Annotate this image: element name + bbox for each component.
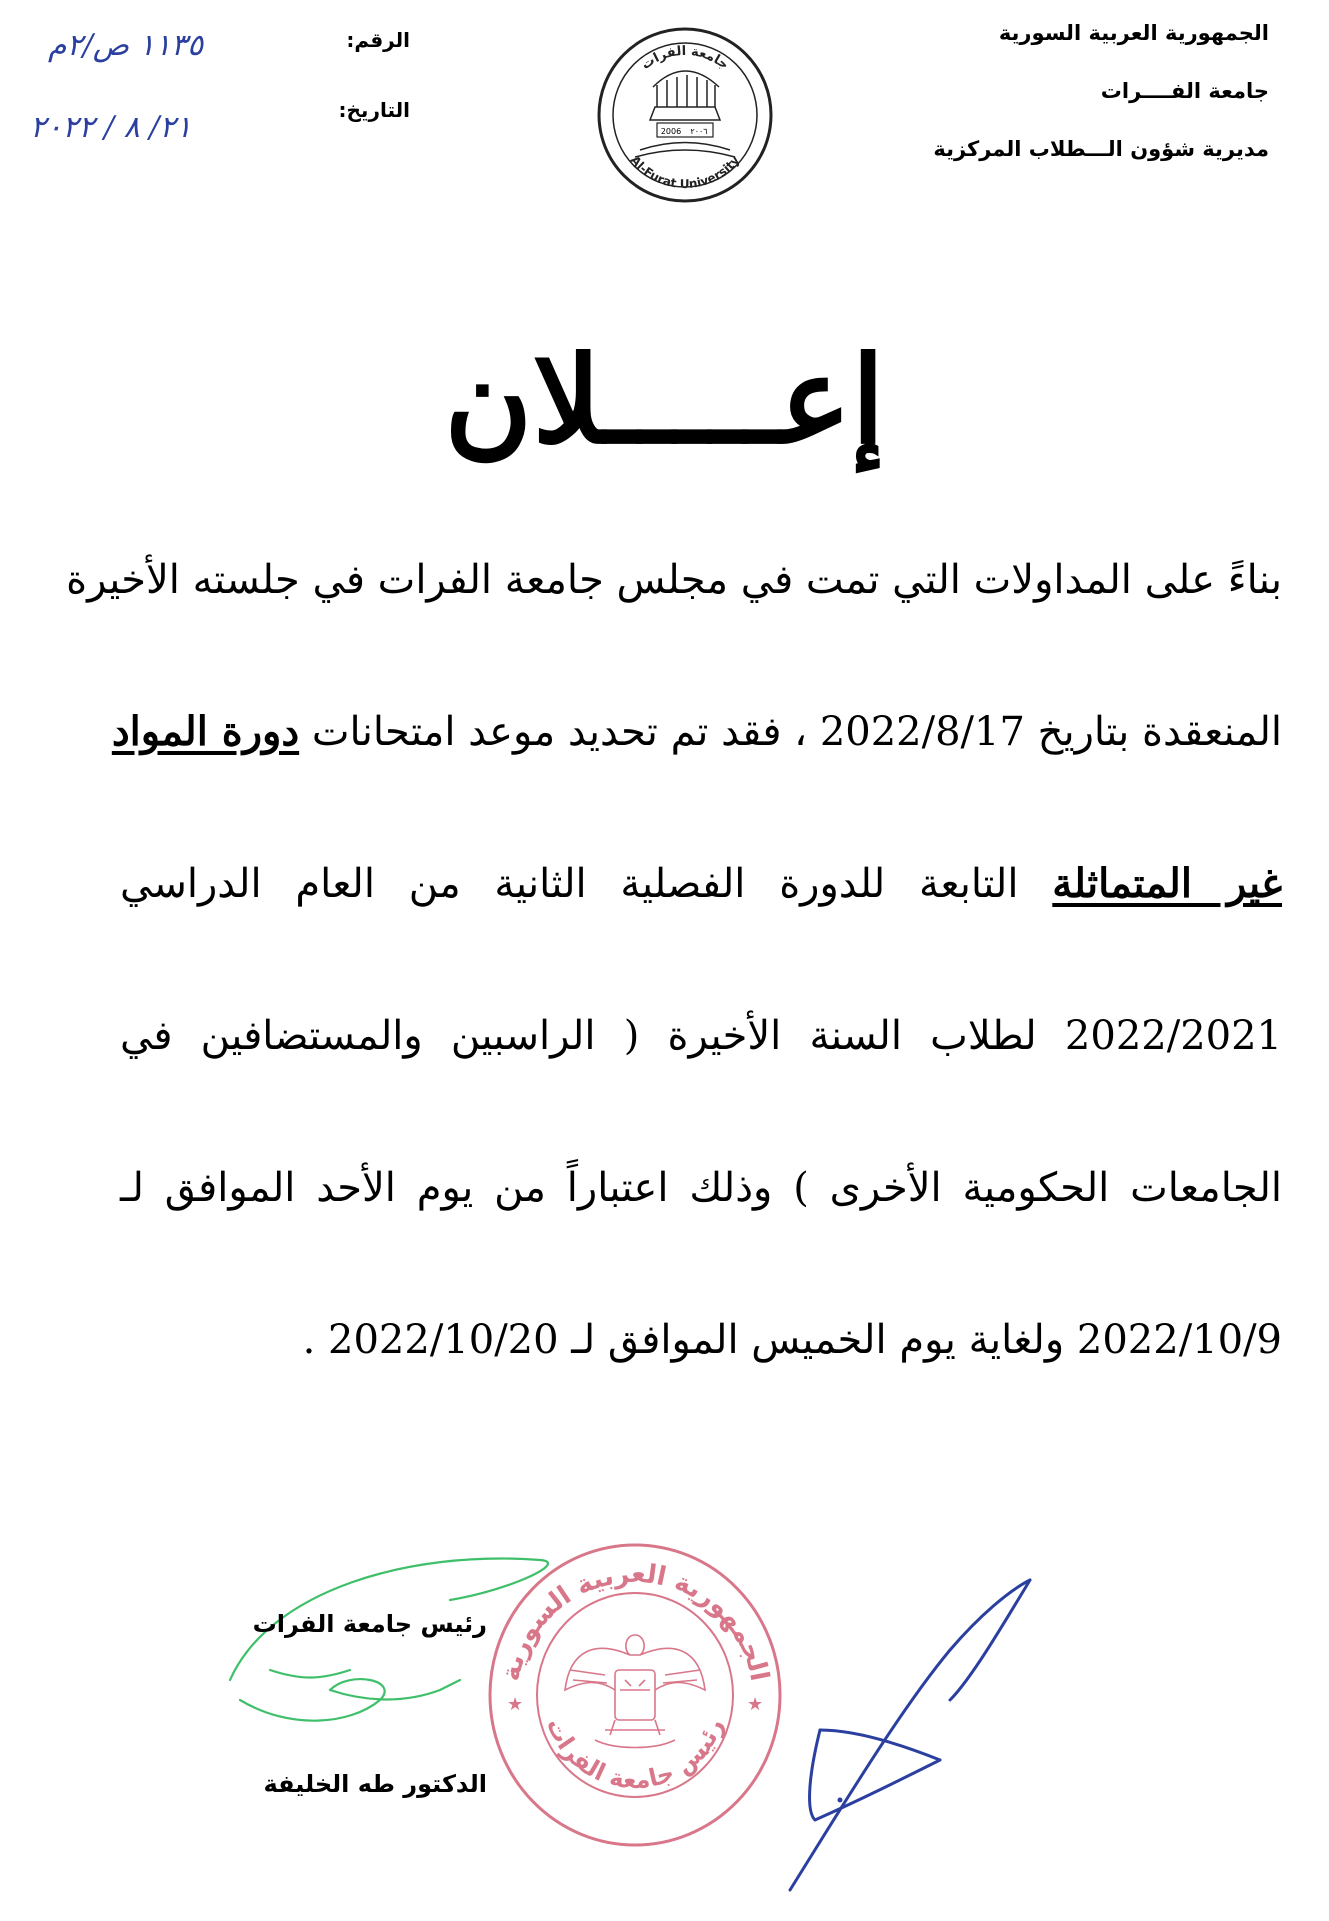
eagle-emblem-icon — [565, 1635, 705, 1748]
body-line-6: 2022/10/9 ولغاية يوم الخميس الموافق لـ 2022/10/20 . — [302, 1317, 1282, 1363]
university-name: جامعة الفــــرات — [1100, 79, 1269, 103]
stamp-inner-text: رئيس جامعة الفرات — [540, 1713, 729, 1795]
body-line-1: بناءً على المداولات التي تمت في مجلس جامعة الفرات في جلسته الأخيرة — [66, 557, 1282, 603]
signatory-title: رئيس جامعة الفرات — [252, 1610, 487, 1638]
exam-session-name-part-1: دورة المواد — [111, 708, 300, 755]
svg-text:جامعة الفرات — [639, 44, 731, 73]
body-line-2 — [111, 708, 1282, 755]
reference-number-handwritten: ١١٣٥ ص/٢م — [48, 28, 204, 63]
svg-text:رئيس جامعة الفرات — [541, 1714, 729, 1794]
official-stamp — [485, 1540, 785, 1850]
body-line-3 — [120, 860, 1282, 907]
logo-year-arabic: ٢٠٠٦ — [690, 127, 708, 136]
date-label: التاريخ: — [338, 98, 410, 122]
svg-text:الجمهورية العربية السورية — [496, 1559, 775, 1684]
logo-english-text: Al-Furat University — [627, 153, 743, 192]
date-handwritten: ٢١/ ٨ / ٢٠٢٢ — [30, 110, 192, 145]
exam-session-name-part-2: غير المتماثلة — [1052, 860, 1282, 907]
number-label: الرقم: — [346, 28, 410, 52]
stamp-star-right: ★ — [747, 1694, 764, 1715]
announcement-body — [66, 557, 1282, 1472]
body-line-2-text: المنعقدة بتاريخ 2022/8/17 ، فقد تم تحديد موعد امتحانات — [311, 709, 1282, 755]
body-line-4: 2022/2021 لطلاب السنة الأخيرة ( الراسبين والمستضافين في — [120, 1013, 1282, 1059]
stamp-outer-text: الجمهورية العربية السورية — [495, 1558, 775, 1684]
svg-text:Al-Furat University — [628, 153, 743, 191]
stamp-star-left: ★ — [507, 1694, 524, 1715]
logo-year-latin: 2006 — [660, 127, 682, 136]
announcement-title: إعـــــلان — [444, 330, 885, 471]
directorate-name: مديرية شؤون الـــطلاب المركزية — [933, 137, 1269, 161]
signatory-name: الدكتور طه الخليفة — [263, 1770, 487, 1798]
letterhead-right — [933, 18, 1269, 164]
logo-arabic-text: جامعة الفرات — [638, 43, 732, 73]
body-line-5: الجامعات الحكومية الأخرى ) وذلك اعتباراً من يوم الأحد الموافق لـ — [120, 1165, 1282, 1211]
country-name: الجمهورية العربية السورية — [998, 21, 1269, 45]
body-line-3-text: التابعة للدورة الفصلية الثانية من العام الدراسي — [120, 861, 1019, 907]
university-logo — [595, 25, 775, 205]
blue-signature — [780, 1570, 1060, 1910]
